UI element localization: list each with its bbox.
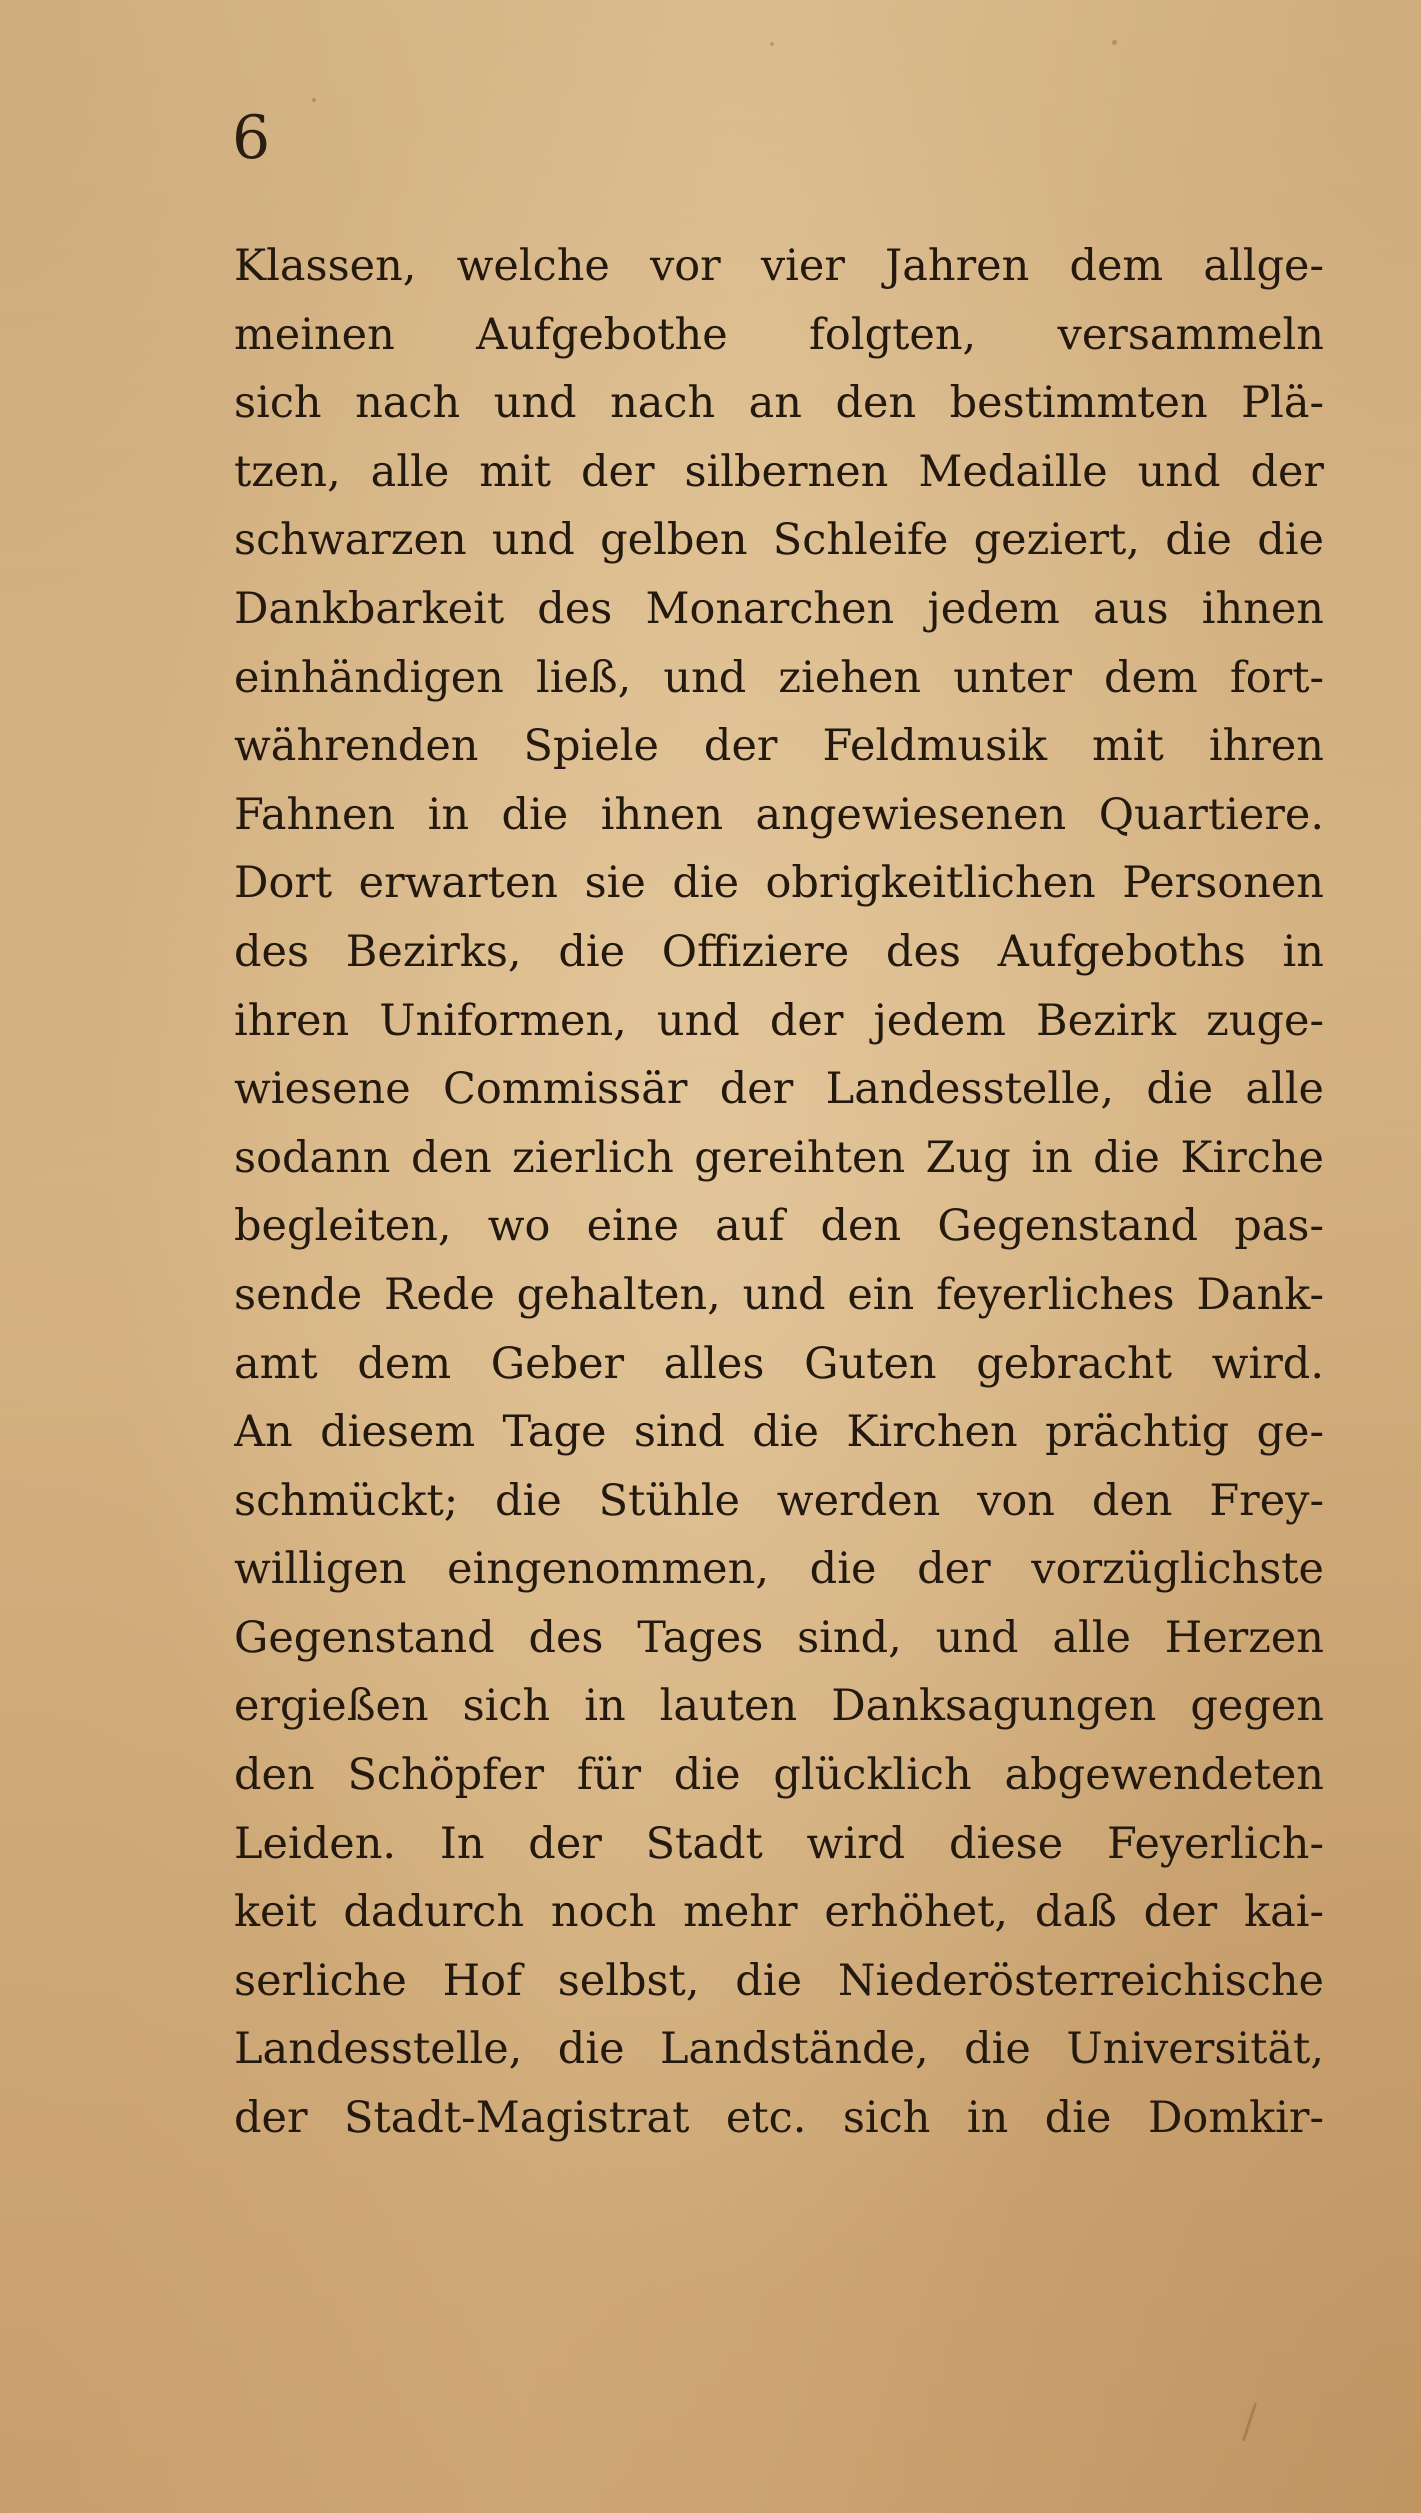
text-line: schwarzen und gelben Schleife geziert, die die	[234, 515, 1324, 566]
text-line: Leiden. In der Stadt wird diese Feyerlich-	[234, 1818, 1324, 1869]
text-line: sodann den zierlich gereihten Zug in die Kirche	[234, 1132, 1324, 1183]
text-line: des Bezirks, die Offiziere des Aufgeboths in	[234, 926, 1324, 977]
body-text	[234, 232, 1324, 2153]
text-line: serliche Hof selbst, die Niederösterreichische	[234, 1955, 1324, 2006]
page-number: 6	[232, 103, 271, 173]
text-line: begleiten, wo eine auf den Gegenstand pas-	[234, 1201, 1324, 1252]
text-line: Dankbarkeit des Monarchen jedem aus ihnen	[234, 583, 1324, 634]
paper-speck	[770, 42, 774, 46]
paper-speck	[1112, 40, 1117, 45]
text-line: sich nach und nach an den bestimmten Plä-	[234, 378, 1324, 429]
text-line: tzen, alle mit der silbernen Medaille und der	[234, 446, 1324, 497]
text-line: Klassen, welche vor vier Jahren dem allge-	[234, 241, 1324, 291]
text-line: den Schöpfer für die glücklich abgewendeten	[234, 1750, 1324, 1801]
paper-speck	[312, 98, 316, 102]
text-line: An diesem Tage sind die Kirchen prächtig ge-	[234, 1407, 1324, 1458]
text-line: Landesstelle, die Landstände, die Universität,	[234, 2024, 1324, 2075]
text-line: ergießen sich in lauten Danksagungen gegen	[234, 1681, 1324, 1732]
text-line: Fahnen in die ihnen angewiesenen Quartiere.	[234, 789, 1324, 840]
text-line: meinen Aufgebothe folgten, versammeln	[234, 309, 1324, 360]
paper-speck	[1242, 2403, 1257, 2442]
text-line: keit dadurch noch mehr erhöhet, daß der kai-	[234, 1887, 1324, 1938]
text-line: einhändigen ließ, und ziehen unter dem fort-	[234, 652, 1324, 703]
text-line: währenden Spiele der Feldmusik mit ihren	[234, 721, 1324, 772]
text-line: wiesene Commissär der Landesstelle, die alle	[234, 1064, 1324, 1115]
text-line: amt dem Geber alles Guten gebracht wird.	[234, 1338, 1324, 1389]
text-line: schmückt; die Stühle werden von den Frey-	[234, 1475, 1324, 1526]
text-line: willigen eingenommen, die der vorzüglichste	[234, 1544, 1324, 1595]
text-line: ihren Uniformen, und der jedem Bezirk zuge-	[234, 995, 1324, 1046]
text-line: Gegenstand des Tages sind, und alle Herzen	[234, 1612, 1324, 1663]
text-line: der Stadt-Magistrat etc. sich in die Domkir-	[234, 2093, 1324, 2144]
text-line: sende Rede gehalten, und ein feyerliches Dank-	[234, 1269, 1324, 1320]
text-line: Dort erwarten sie die obrigkeitlichen Personen	[234, 858, 1324, 909]
